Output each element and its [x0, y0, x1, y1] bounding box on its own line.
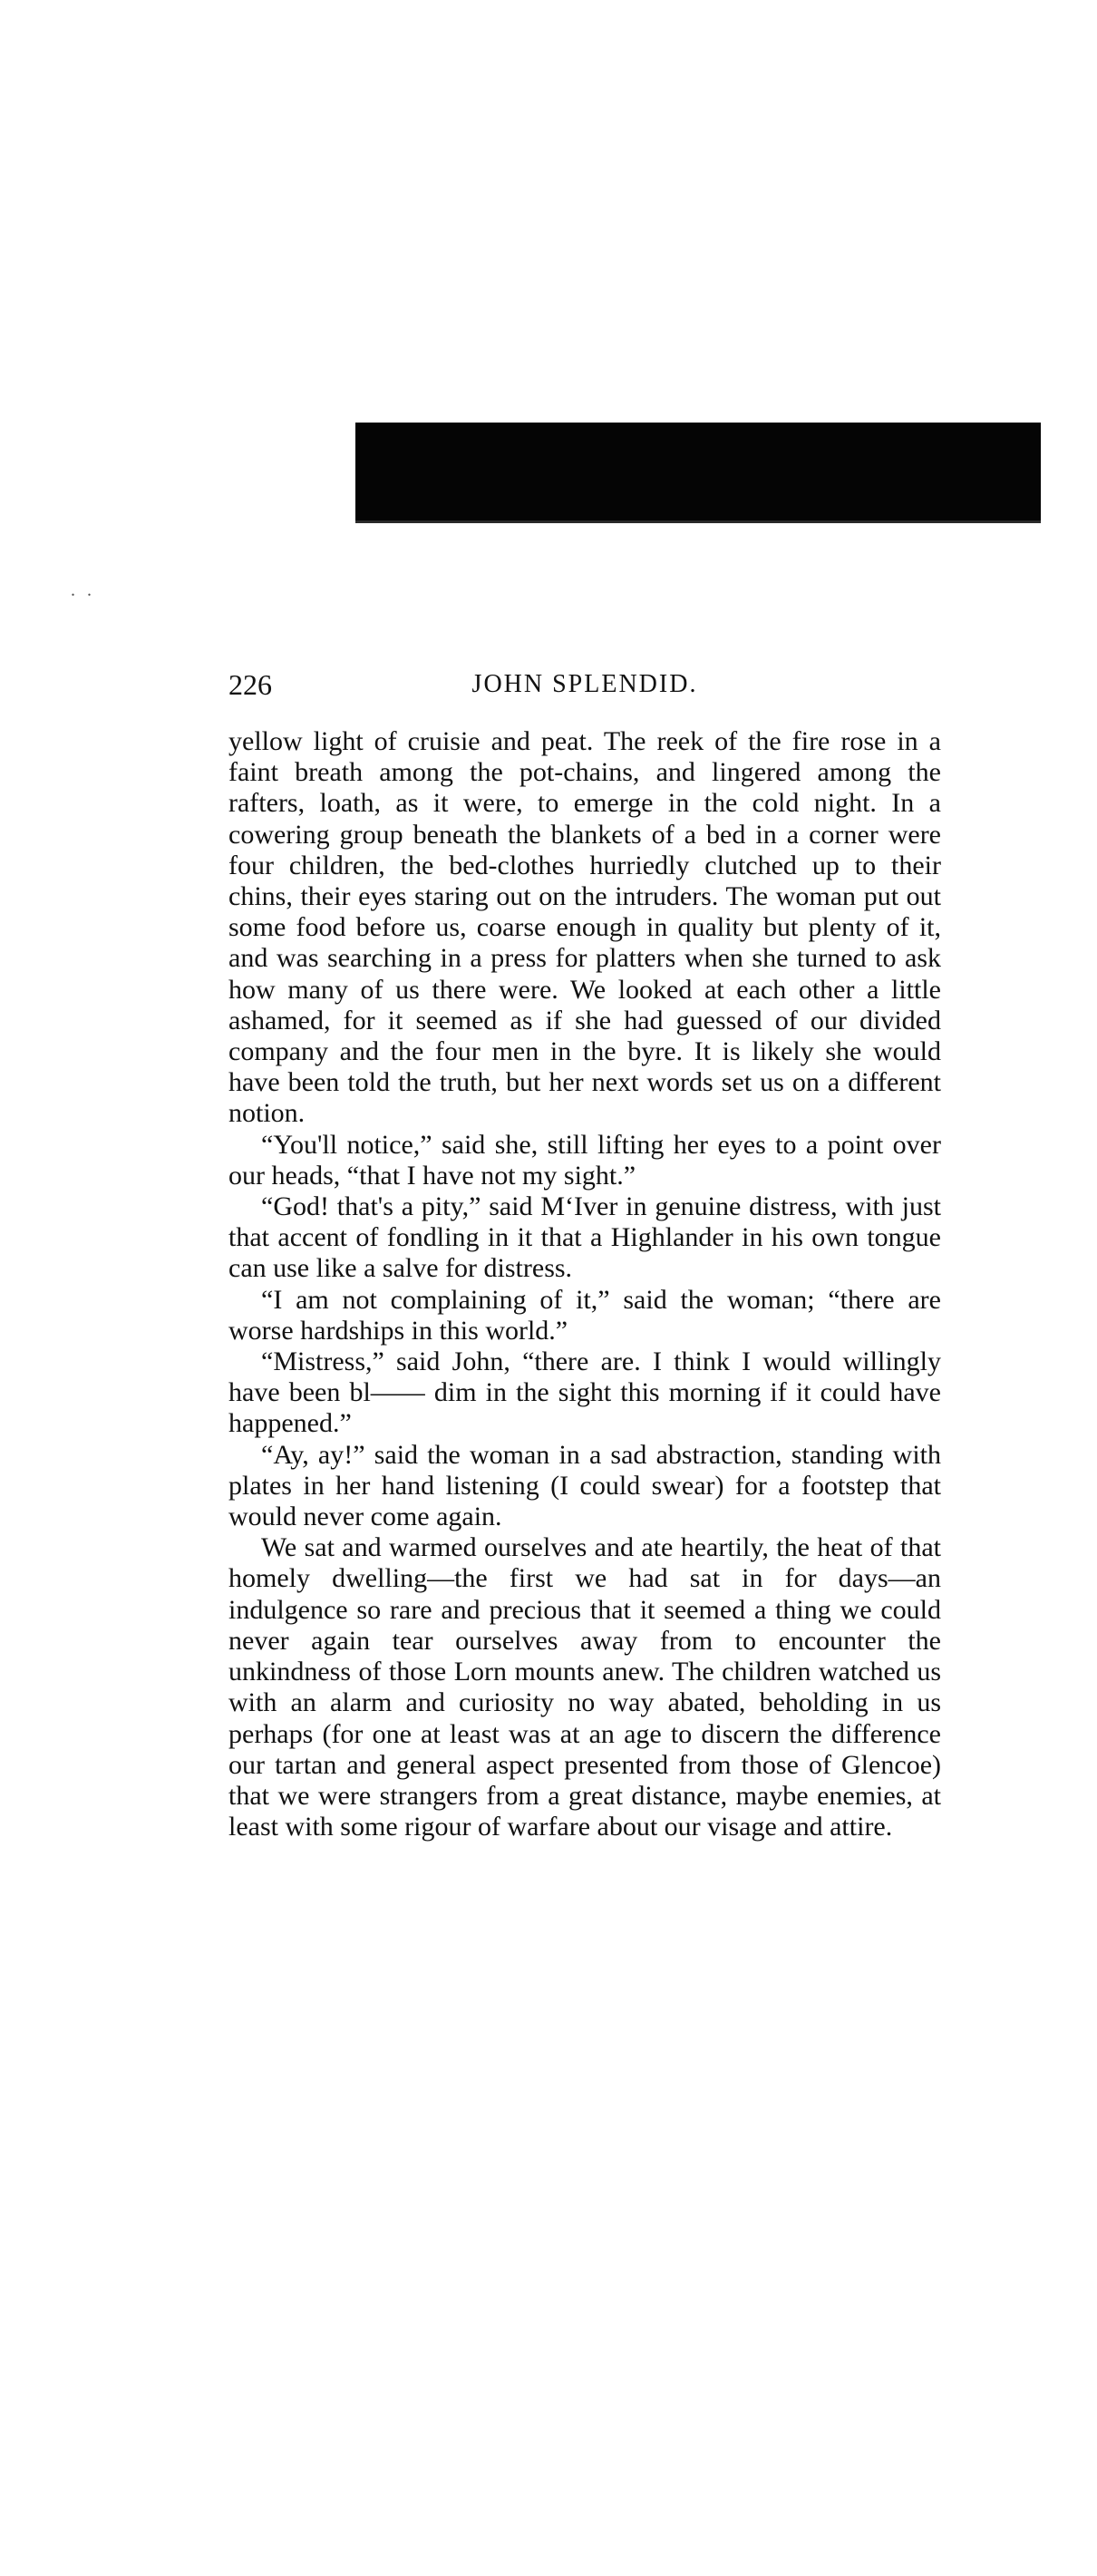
page-number: 226: [228, 668, 272, 701]
scan-artifact-dots: . .: [71, 580, 95, 600]
paragraph: We sat and warmed ourselves and ate heartily, the heat of that homely dwelling—the first we had sat in for days—an indulgence so rare and precious that it seemed a thing we could never again tear ourselves away from to encounter the unkindness of those Lorn mounts anew. The children watched us with an alarm and curiosity no way abated, beholding in us perhaps (for one at least was at an age to discern the difference our tartan and general aspect presented from those of Glencoe) that we were strangers from a great distance, maybe enemies, at least with some rigour of warfare about our visage and attire.: [228, 1532, 941, 1842]
paragraph-continuation: yellow light of cruisie and peat. The reek of the fire rose in a faint breath among the pot-chains, and lingered among the rafters, loath, as it were, to emerge in the cold night. In a cowering group beneath the blankets of a bed in a corner were four children, the bed-clothes hurriedly clutched up to their chins, their eyes staring out on the intruders. The woman put out some food before us, coarse enough in quality but plenty of it, and was searching in a press for platters when she turned to ask how many of us there were. We looked at each other a little ashamed, for it seemed as if she had guessed of our divided company and the four men in the byre. It is likely she would have been told the truth, but her next words set us on a different notion.: [228, 726, 941, 1129]
paragraph: “You'll notice,” said she, still lifting her eyes to a point over our heads, “that I have not my sight.”: [228, 1129, 941, 1191]
paragraph: “Mistress,” said John, “there are. I think I would willingly have been bl—— dim in the sight this morning if it could have happened.”: [228, 1346, 941, 1439]
paragraph: “I am not complaining of it,” said the woman; “there are worse hardships in this world.”: [228, 1284, 941, 1346]
paragraph: “God! that's a pity,” said M‘Iver in genuine distress, with just that accent of fondling in it that a Highlander in his own tongue can use like a salve for distress.: [228, 1191, 941, 1284]
body-text: [228, 726, 941, 1842]
redaction-bar: [355, 423, 1041, 523]
page-header: [228, 666, 941, 703]
running-title: JOHN SPLENDID.: [471, 670, 698, 698]
paragraph: “Ay, ay!” said the woman in a sad abstraction, standing with plates in her hand listening (I could swear) for a footstep that would never come again.: [228, 1439, 941, 1532]
